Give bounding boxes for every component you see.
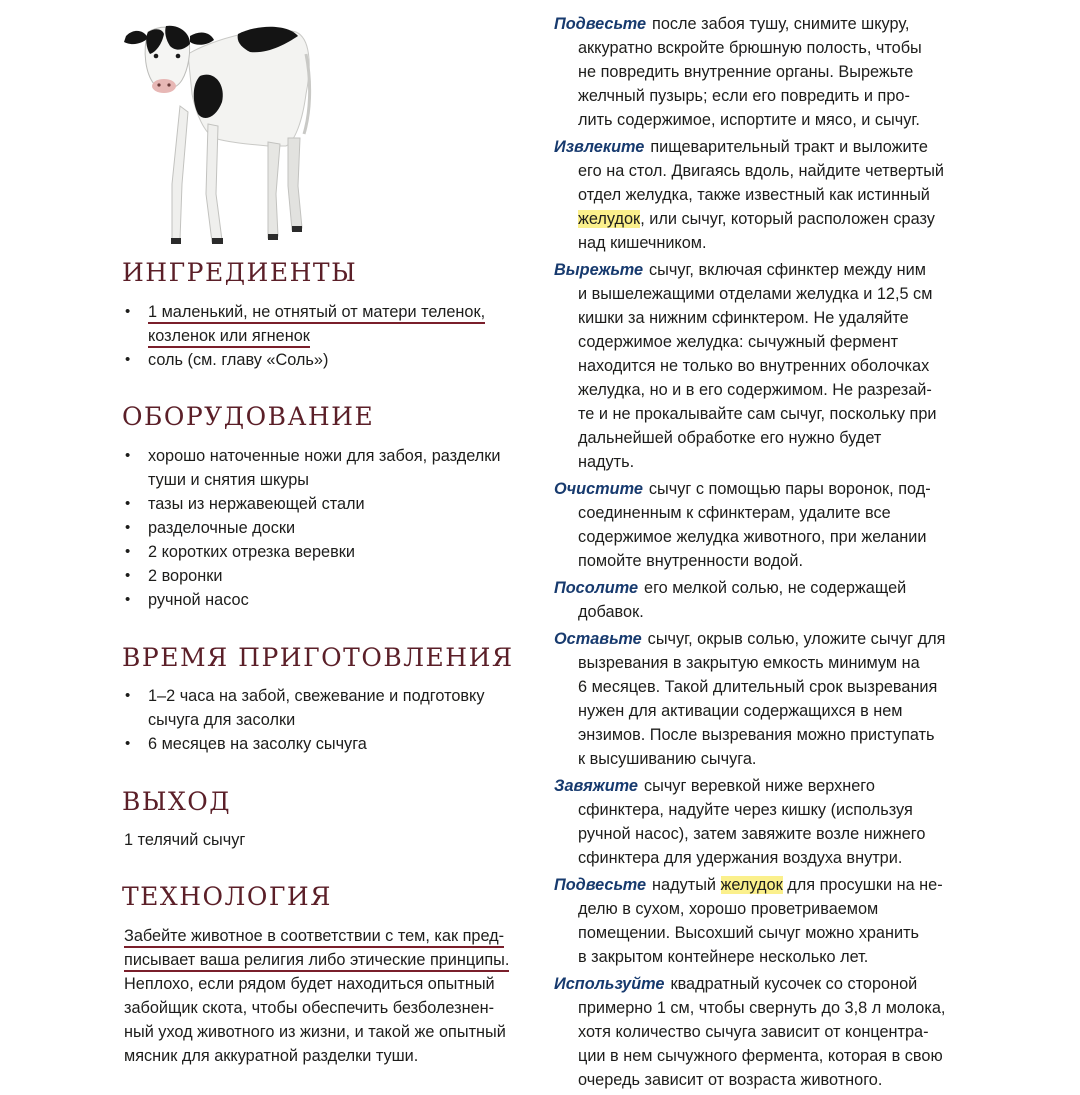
step-verb: Очистите [554, 480, 643, 498]
steps-column [554, 12, 1064, 1095]
list-item: • тазы из нержавеющей стали [122, 492, 517, 516]
technology-heading: ТЕХНОЛОГИЯ [122, 882, 332, 911]
technology-paragraph: Забейте животное в соответствии с тем, как пред- писывает ваша религия либо этические принципы. Неплохо, если рядом будет находиться опытный забойщик скота, чтобы обеспечить безболезнен- ный уход животного из жизни, и такой же опытный мясник для аккуратной разделки туши. [124, 927, 510, 1065]
yield-text: 1 телячий сычуг [124, 831, 246, 849]
highlighted-line: желудок, или сычуг, который расположен сразу [578, 210, 935, 228]
list-item: • 2 воронки [122, 564, 517, 588]
step-use: Используйте квадратный кусочек со стороной примерно 1 см, чтобы свернуть до 3,8 л молока, хотя количество сычуга зависит от концентра- ции в нем сычужного фермента, которая в свою очередь зависит от возраста животного. [554, 975, 946, 1089]
step-verb: Завяжите [554, 777, 638, 795]
step-extract: Извлеките пищеварительный тракт и выложите его на стол. Двигаясь вдоль, найдите четвертый отдел желудка, также известный как истинный желудок, или сычуг, который расположен сразу над кишечником. [554, 135, 1064, 255]
step-verb: Оставьте [554, 630, 642, 648]
step-verb: Посолите [554, 579, 639, 597]
step-verb: Вырежьте [554, 261, 644, 279]
list-item: • хорошо наточенные ножи для забоя, разделки туши и снятия шкуры [122, 444, 517, 492]
step-verb: Используйте [554, 975, 665, 993]
step-hang-dry: Подвесьте надутый желудок для просушки на не- делю в сухом, хорошо проветриваемом помещении. Высохший сычуг можно хранить в закрытом контейнере несколько лет. [554, 876, 943, 966]
step-verb: Подвесьте [554, 15, 647, 33]
list-item: • разделочные доски [122, 516, 517, 540]
highlighted-line: надутый желудок для просушки на не- [652, 876, 943, 894]
list-item: • 1 маленький, не отнятый от матери теленок, козленок или ягненок [122, 300, 517, 348]
yield-heading: ВЫХОД [122, 787, 232, 816]
list-item: • 6 месяцев на засолку сычуга [122, 732, 517, 756]
ingredients-heading: ИНГРЕДИЕНТЫ [122, 258, 358, 287]
step-verb: Подвесьте [554, 876, 647, 894]
step-tie: Завяжите сычуг веревкой ниже верхнего сфинктера, надуйте через кишку (используя ручной насос), затем завяжите возле нижнего сфинктера для удержания воздуха внутри. [554, 777, 926, 867]
list-item: • 1–2 часа на забой, свежевание и подготовку сычуга для засолки [122, 684, 517, 732]
list-item: • соль (см. главу «Соль») [122, 348, 517, 372]
list-item: • ручной насос [122, 588, 517, 612]
equipment-heading: ОБОРУДОВАНИЕ [122, 402, 375, 431]
step-clean: Очистите сычуг с помощью пары воронок, под- соединенным к сфинктерам, удалите все содержимое желудка животного, при желании помойте внутренности водой. [554, 480, 931, 570]
ingredients-list [122, 300, 517, 372]
time-heading: ВРЕМЯ ПРИГОТОВЛЕНИЯ [122, 643, 514, 672]
step-salt: Посолите его мелкой солью, не содержащей добавок. [554, 579, 907, 621]
highlighted-word: желудок [720, 876, 783, 894]
time-list [122, 684, 517, 756]
step-leave: Оставьте сычуг, окрыв солью, уложите сычуг для вызревания в закрытую емкость минимум на 6 месяцев. Такой длительный срок вызревания нужен для активации содержащихся в нем энзимов. После вызревания можно приступать к высушиванию сычуга. [554, 630, 946, 768]
step-cut: Вырежьте сычуг, включая сфинктер между ним и вышележащими отделами желудка и 12,5 см кишки за нижним сфинктером. Не удаляйте содержимое желудка: сычужный фермент находится не только во внутренних оболочках желудка, но и в его содержимом. Не разрезай- те и не прокалывайте сам сычуг, поскольку при дальнейшей обработке его нужно будет надуть. [554, 261, 937, 471]
calf-illustration [118, 14, 314, 250]
highlighted-word: желудок [578, 210, 641, 228]
list-item: • 2 коротких отрезка веревки [122, 540, 517, 564]
step-verb: Извлеките [554, 138, 645, 156]
step-hang: Подвесьте после забоя тушу, снимите шкуру, аккуратно вскройте брюшную полость, чтобы не повредить внутренние органы. Вырежьте желчный пузырь; если его повредить и про- лить содержимое, испортите и мясо, и сычуг. [554, 15, 922, 129]
equipment-list [122, 444, 517, 612]
